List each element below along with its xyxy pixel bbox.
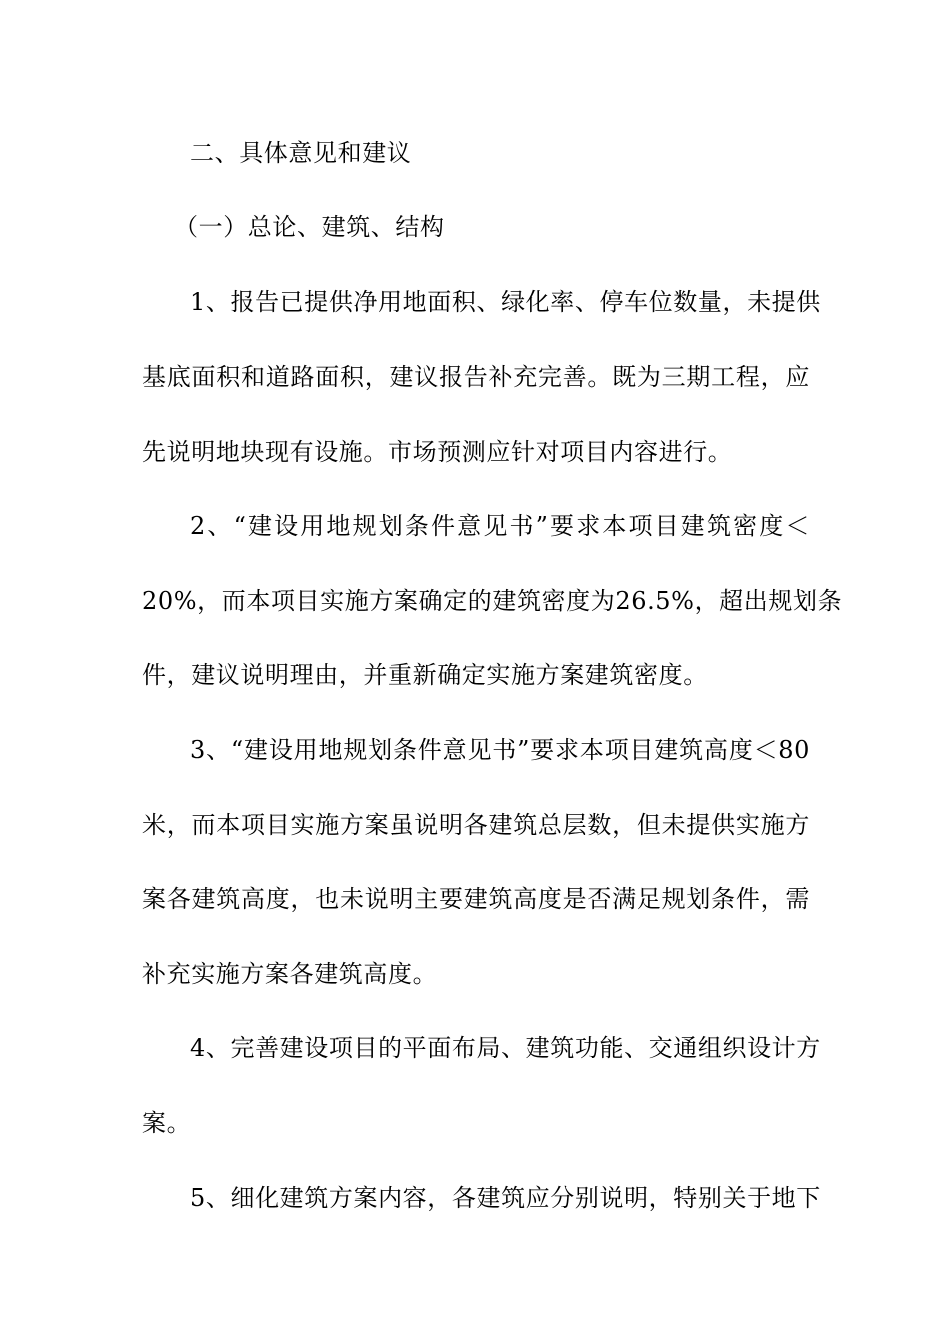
paragraph-2-line-3: 件，建议说明理由，并重新确定实施方案建筑密度。 [142,661,708,689]
paragraph-2-line-2: 20%，而本项目实施方案确定的建筑密度为26.5%，超出规划条 [142,587,843,615]
paragraph-2-line-1: 2、“建设用地规划条件意见书”要求本项目建筑密度＜ [190,512,810,540]
paragraph-3-line-1: 3、“建设用地规划条件意见书”要求本项目建筑高度＜80 [190,736,810,764]
paragraph-5-line-1: 5、细化建筑方案内容，各建筑应分别说明，特别关于地下 [190,1184,821,1212]
paragraph-4-line-1: 4、完善建设项目的平面布局、建筑功能、交通组织设计方 [190,1034,821,1062]
paragraph-1-line-1: 1、报告已提供净用地面积、绿化率、停车位数量，未提供 [190,288,821,316]
paragraph-1-line-2: 基底面积和道路面积，建议报告补充完善。既为三期工程，应 [142,363,810,391]
paragraph-1-line-3: 先说明地块现有设施。市场预测应针对项目内容进行。 [142,438,733,466]
section-heading: 二、具体意见和建议 [190,139,412,167]
subsection-heading: （一）总论、建筑、结构 [174,213,445,241]
paragraph-3-line-3: 案各建筑高度，也未说明主要建筑高度是否满足规划条件，需 [142,885,810,913]
paragraph-4-line-2: 案。 [142,1109,192,1137]
paragraph-3-line-2: 米，而本项目实施方案虽说明各建筑总层数，但未提供实施方 [142,811,810,839]
paragraph-3-line-4: 补充实施方案各建筑高度。 [142,960,438,988]
